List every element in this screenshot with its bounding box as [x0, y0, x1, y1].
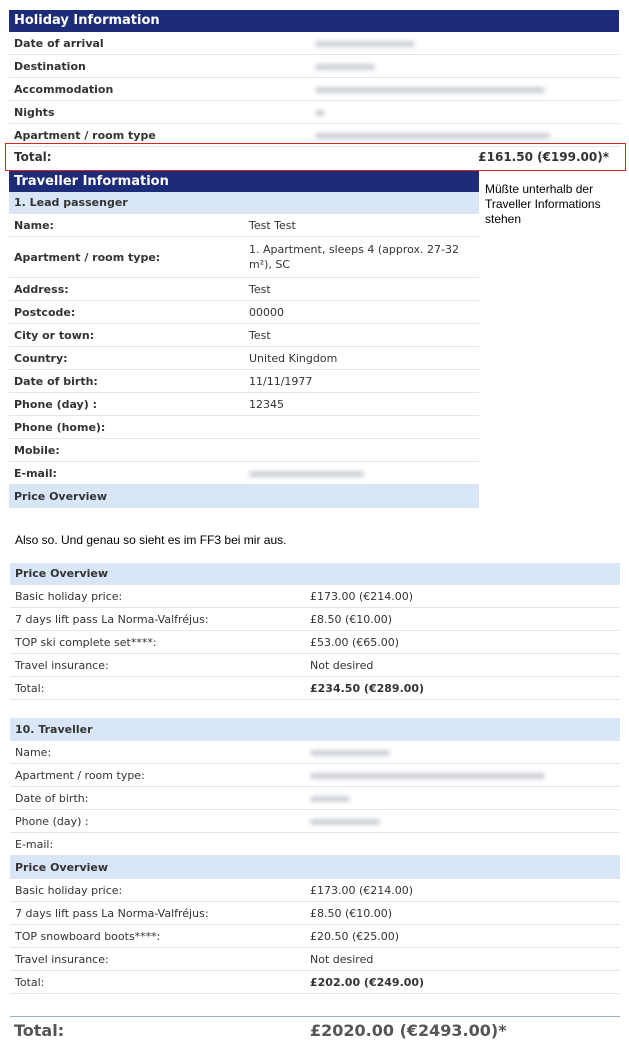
side-note-line: Müßte unterhalb der	[485, 182, 594, 196]
value: Test	[249, 328, 271, 342]
label: Name:	[15, 745, 52, 759]
label: 7 days lift pass La Norma-Valfréjus:	[15, 906, 209, 920]
traveller-row-email	[9, 462, 479, 485]
value: £173.00 (€214.00)	[310, 883, 414, 897]
traveller-10-table	[10, 718, 620, 994]
label: Nights	[14, 105, 55, 119]
holiday-total-box	[5, 143, 626, 171]
price-row	[10, 654, 620, 677]
holiday-row-arrival	[9, 32, 619, 55]
label: Postcode:	[14, 305, 76, 319]
blurred-value	[315, 60, 379, 73]
price-overview-table	[10, 563, 620, 700]
label: City or town:	[14, 328, 95, 342]
label: Price Overview	[15, 860, 109, 874]
traveller-10-header	[10, 718, 620, 741]
label: Apartment / room type	[14, 128, 156, 142]
value: £173.00 (€214.00)	[310, 589, 414, 603]
label: TOP ski complete set****:	[15, 635, 157, 649]
label: TOP snowboard boots****:	[15, 929, 161, 943]
lead-passenger-header	[9, 192, 479, 214]
label: Apartment / room type:	[14, 250, 161, 264]
label: Phone (day) :	[14, 397, 97, 411]
price-row	[10, 631, 620, 654]
label: Name:	[14, 218, 54, 232]
label: Mobile:	[14, 443, 60, 457]
price-overview-header	[10, 563, 620, 585]
value: £53.00 (€65.00)	[310, 635, 400, 649]
grand-total-divider	[10, 1016, 620, 1017]
label: Phone (day) :	[15, 814, 89, 828]
caption-text: Also so. Und genau so sieht es im FF3 bei mir aus.	[15, 533, 287, 547]
label: Price Overview	[15, 567, 109, 580]
label: E-mail:	[14, 466, 57, 480]
label: Phone (home):	[14, 420, 106, 434]
total-value: £161.50 (€199.00)*	[478, 150, 609, 164]
value: Not desired	[310, 952, 374, 966]
side-note-line: Traveller Informations	[485, 197, 601, 211]
price-row	[10, 902, 620, 925]
price-total-row	[10, 677, 620, 700]
label: Price Overview	[14, 490, 108, 503]
traveller-row	[9, 237, 479, 278]
price-total-row	[10, 971, 620, 994]
label: Total:	[15, 681, 45, 695]
traveller-10-row	[10, 833, 620, 856]
label: Total:	[15, 975, 45, 989]
side-note-line: stehen	[485, 212, 522, 226]
price-row	[10, 948, 620, 971]
blurred-value	[315, 129, 554, 142]
value: Not desired	[310, 658, 374, 672]
total-label: Total:	[14, 150, 52, 164]
blurred-value	[315, 37, 419, 50]
traveller-row	[9, 416, 479, 439]
value: 12345	[249, 397, 284, 411]
traveller-row	[9, 301, 479, 324]
label: Date of birth:	[14, 374, 98, 388]
price-overview-header	[10, 856, 620, 879]
value: £8.50 (€10.00)	[310, 612, 393, 626]
label: Country:	[14, 351, 68, 365]
blurred-value	[249, 467, 479, 480]
price-row	[10, 585, 620, 608]
value: £20.50 (€25.00)	[310, 929, 400, 943]
label: 10. Traveller	[15, 722, 93, 736]
label: Accommodation	[14, 82, 114, 96]
side-note	[485, 182, 625, 227]
label: 7 days lift pass La Norma-Valfréjus:	[15, 612, 209, 626]
traveller-information-header: Traveller Information	[9, 171, 479, 192]
price-overview-header	[9, 485, 479, 508]
holiday-information-header: Holiday Information	[9, 10, 619, 32]
label: Destination	[14, 59, 86, 73]
value: £8.50 (€10.00)	[310, 906, 393, 920]
value: 00000	[249, 305, 284, 319]
traveller-row	[9, 278, 479, 301]
value: £234.50 (€289.00)	[310, 681, 425, 695]
traveller-10-row	[10, 764, 620, 787]
value: 11/11/1977	[249, 374, 313, 388]
value: Test Test	[249, 218, 296, 232]
blurred-value	[310, 769, 549, 782]
holiday-row-accommodation	[9, 78, 619, 101]
label: Basic holiday price:	[15, 883, 123, 897]
label: Date of birth:	[15, 791, 89, 805]
blurred-value	[315, 83, 549, 96]
label: Apartment / room type:	[15, 768, 145, 782]
label: Address:	[14, 282, 69, 296]
traveller-row	[9, 370, 479, 393]
price-row	[10, 879, 620, 902]
traveller-row	[9, 347, 479, 370]
label: Travel insurance:	[15, 658, 109, 672]
traveller-row	[9, 393, 479, 416]
blurred-value	[310, 815, 384, 828]
traveller-info-table	[9, 192, 479, 508]
label: 1. Lead passenger	[14, 196, 128, 209]
label: E-mail:	[15, 837, 54, 851]
blurred-value	[315, 106, 329, 119]
holiday-row-nights	[9, 101, 619, 124]
traveller-10-row	[10, 810, 620, 833]
price-row	[10, 608, 620, 631]
blurred-value	[310, 792, 354, 805]
holiday-info-table	[9, 32, 619, 147]
grand-total-label: Total:	[14, 1021, 65, 1040]
value: £202.00 (€249.00)	[310, 975, 425, 989]
blurred-value	[310, 746, 394, 759]
traveller-row	[9, 214, 479, 237]
value: 1. Apartment, sleeps 4 (approx. 27-32 m²), SC	[249, 243, 459, 271]
label: Travel insurance:	[15, 952, 109, 966]
grand-total-value: £2020.00 (€2493.00)*	[310, 1021, 507, 1040]
holiday-row-destination	[9, 55, 619, 78]
value: Test	[249, 282, 271, 296]
traveller-10-row	[10, 741, 620, 764]
price-row	[10, 925, 620, 948]
label: Basic holiday price:	[15, 589, 123, 603]
traveller-10-row	[10, 787, 620, 810]
traveller-row	[9, 439, 479, 462]
traveller-row	[9, 324, 479, 347]
value: United Kingdom	[249, 351, 338, 365]
label: Date of arrival	[14, 36, 104, 50]
